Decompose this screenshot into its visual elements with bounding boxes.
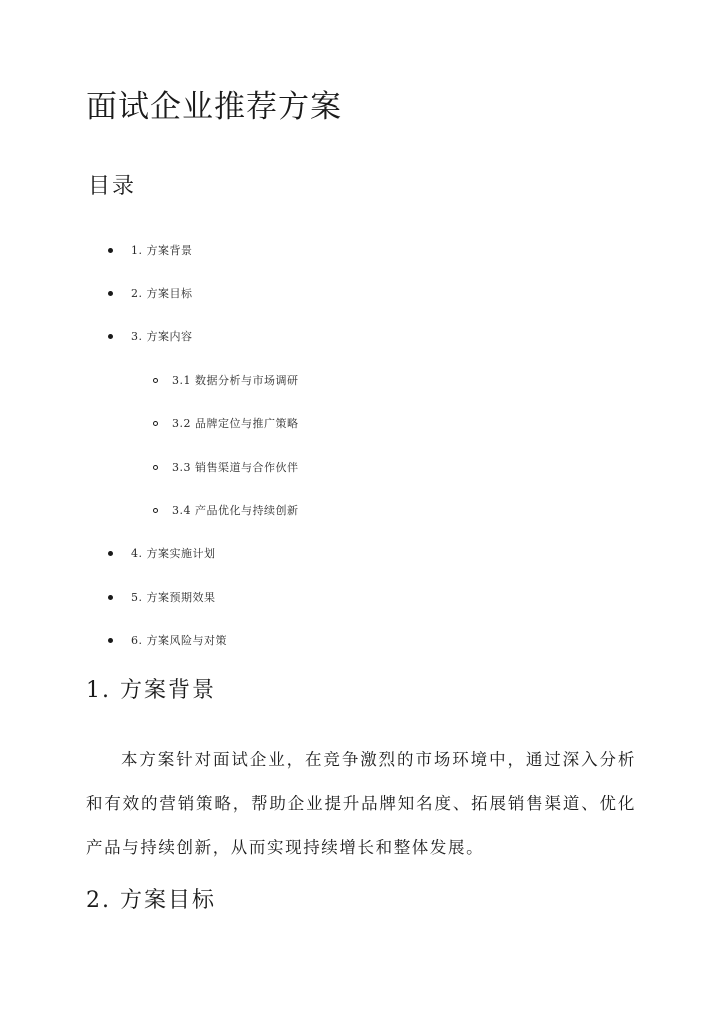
bullet-icon [108, 248, 113, 253]
toc-item-label: 5. 方案预期效果 [131, 591, 216, 604]
hollow-bullet-icon [153, 378, 158, 383]
hollow-bullet-icon [153, 508, 158, 513]
toc-item-6[interactable] [108, 633, 227, 649]
toc-item-label: 1. 方案背景 [131, 244, 193, 257]
toc-item-5[interactable] [108, 590, 216, 606]
toc-heading: 目录 [88, 174, 137, 199]
toc-item-label: 4. 方案实施计划 [131, 547, 216, 560]
toc-item-3[interactable] [108, 329, 193, 345]
section-heading-2: 2. 方案目标 [86, 888, 216, 913]
toc-item-label: 3.3 销售渠道与合作伙伴 [172, 461, 299, 474]
bullet-icon [108, 291, 113, 296]
toc-item-label: 3.2 品牌定位与推广策略 [172, 417, 299, 430]
document-title: 面试企业推荐方案 [86, 89, 342, 125]
toc-subitem-3-4[interactable] [153, 503, 299, 519]
toc-item-1[interactable] [108, 243, 193, 259]
toc-item-4[interactable] [108, 546, 216, 562]
toc-item-label: 3. 方案内容 [131, 330, 193, 343]
toc-subitem-3-2[interactable] [153, 416, 299, 432]
toc-item-label: 2. 方案目标 [131, 287, 193, 300]
toc-item-label: 6. 方案风险与对策 [131, 634, 227, 647]
hollow-bullet-icon [153, 421, 158, 426]
toc-subitem-3-1[interactable] [153, 373, 299, 389]
section-heading-1: 1. 方案背景 [86, 678, 216, 703]
toc-subitem-3-3[interactable] [153, 460, 299, 476]
hollow-bullet-icon [153, 465, 158, 470]
bullet-icon [108, 595, 113, 600]
bullet-icon [108, 334, 113, 339]
section-1-body: 本方案针对面试企业，在竞争激烈的市场环境中，通过深入分析和有效的营销策略，帮助企业提升品牌知名度、拓展销售渠道、优化产品与持续创新，从而实现持续增长和整体发展。 [86, 750, 636, 857]
bullet-icon [108, 551, 113, 556]
bullet-icon [108, 638, 113, 643]
toc-item-label: 3.1 数据分析与市场调研 [172, 374, 299, 387]
toc-item-label: 3.4 产品优化与持续创新 [172, 504, 299, 517]
toc-item-2[interactable] [108, 286, 193, 302]
